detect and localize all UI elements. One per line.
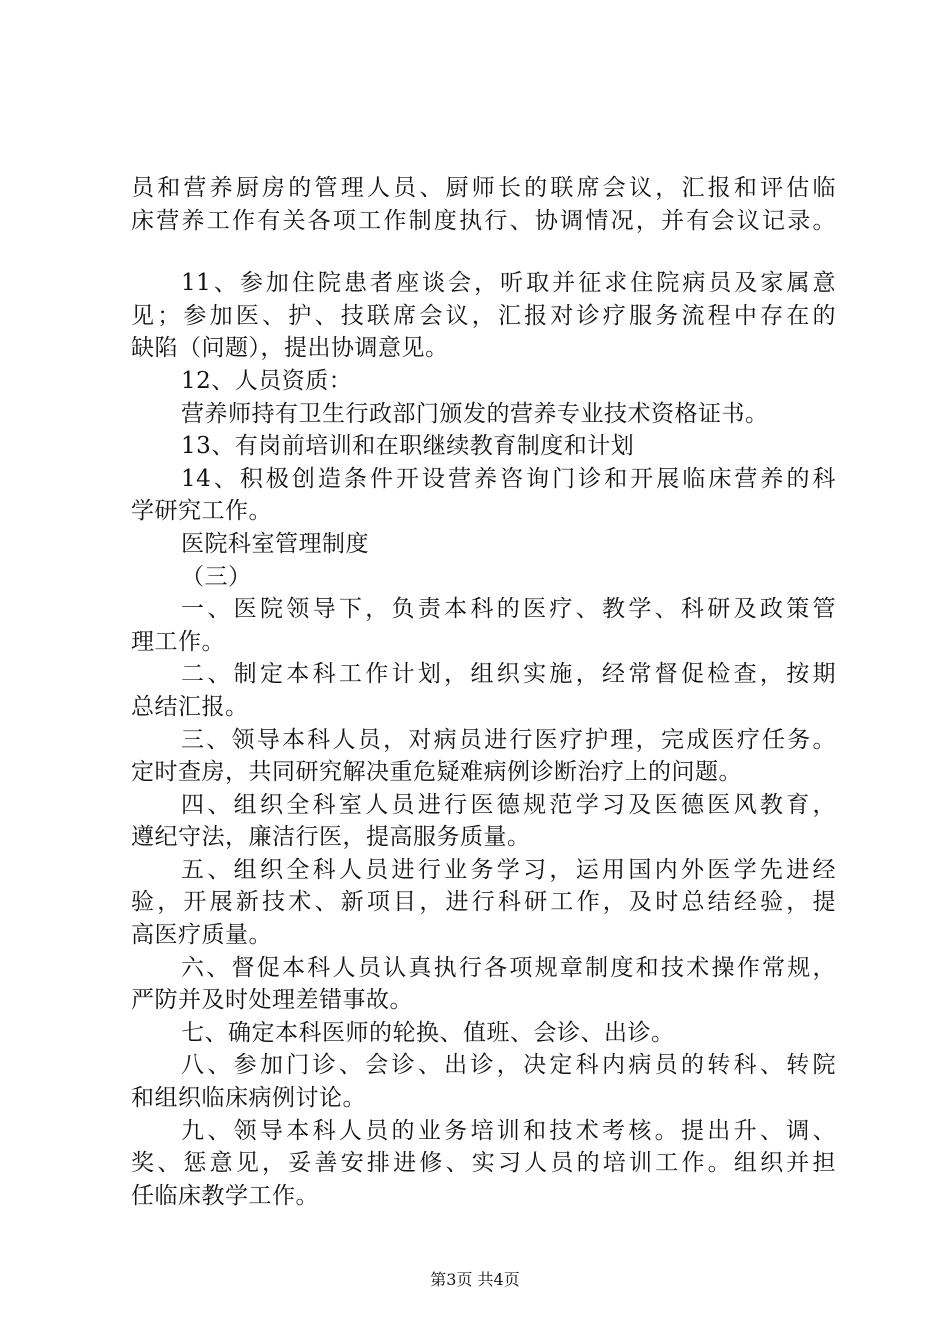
text-line: 12、人员资质： [181,367,353,394]
text-line: 定时查房，共同研究解决重危疑难病例诊断治疗上的问题。 [131,759,742,786]
text-line: 缺陷（问题），提出协调意见。 [131,335,449,362]
text-line: 二、制定本科工作计划，组织实施，经常督促检查，按期 [181,661,836,688]
text-line: 14、积极创造条件开设营养咨询门诊和开展临床营养的科 [181,465,836,492]
text-line: 验，开展新技术、新项目，进行科研工作，及时总结经验，提 [131,889,836,916]
text-line: 七、确定本科医师的轮换、值班、会诊、出诊。 [181,1019,675,1046]
text-line: 五、组织全科人员进行业务学习，运用国内外医学先进经 [181,856,836,883]
page-footer: 第3页 共4页 [430,1270,520,1289]
text-line: 奖、惩意见，妥善安排进修、实习人员的培训工作。组织并担 [131,1150,836,1177]
text-line: 员和营养厨房的管理人员、厨师长的联席会议，汇报和评估临 [131,175,836,201]
text-line: 遵纪守法，廉洁行医，提高服务质量。 [131,824,531,851]
text-line: 一、医院领导下，负责本科的医疗、教学、科研及政策管 [181,596,836,623]
text-line: 八、参加门诊、会诊、出诊，决定科内病员的转科、转院 [181,1052,836,1079]
document-body [131,172,836,1212]
text-line: 营养师持有卫生行政部门颁发的营养专业技术资格证书。 [181,400,769,427]
text-line: 13、有岗前培训和在职继续教育制度和计划 [181,433,635,460]
text-line: 任临床教学工作。 [131,1182,319,1209]
text-line: 四、组织全科室人员进行医德规范学习及医德医风教育， [181,791,836,818]
text-line: 见；参加医、护、技联席会议，汇报对诊疗服务流程中存在的 [131,302,836,329]
text-line: 学研究工作。 [131,498,272,525]
text-line: 三、领导本科人员，对病员进行医疗护理，完成医疗任务。 [181,726,836,753]
text-line: 六、督促本科人员认真执行各项规章制度和技术操作常规， [181,954,836,981]
text-line: 11、参加住院患者座谈会，听取并征求住院病员及家属意 [181,270,836,297]
section-number: （三） [181,563,252,590]
section-title: 医院科室管理制度 [181,530,369,557]
text-line: 理工作。 [131,628,225,655]
text-line: 严防并及时处理差错事故。 [131,987,413,1014]
text-line: 床营养工作有关各项工作制度执行、协调情况，并有会议记录。 [131,207,836,234]
text-line: 九、领导本科人员的业务培训和技术考核。提出升、调、 [181,1117,836,1144]
text-line: 总结汇报。 [131,693,249,720]
text-line: 和组织临床病例讨论。 [131,1085,366,1112]
text-line: 高医疗质量。 [131,922,272,949]
paragraph-gap [131,237,836,267]
